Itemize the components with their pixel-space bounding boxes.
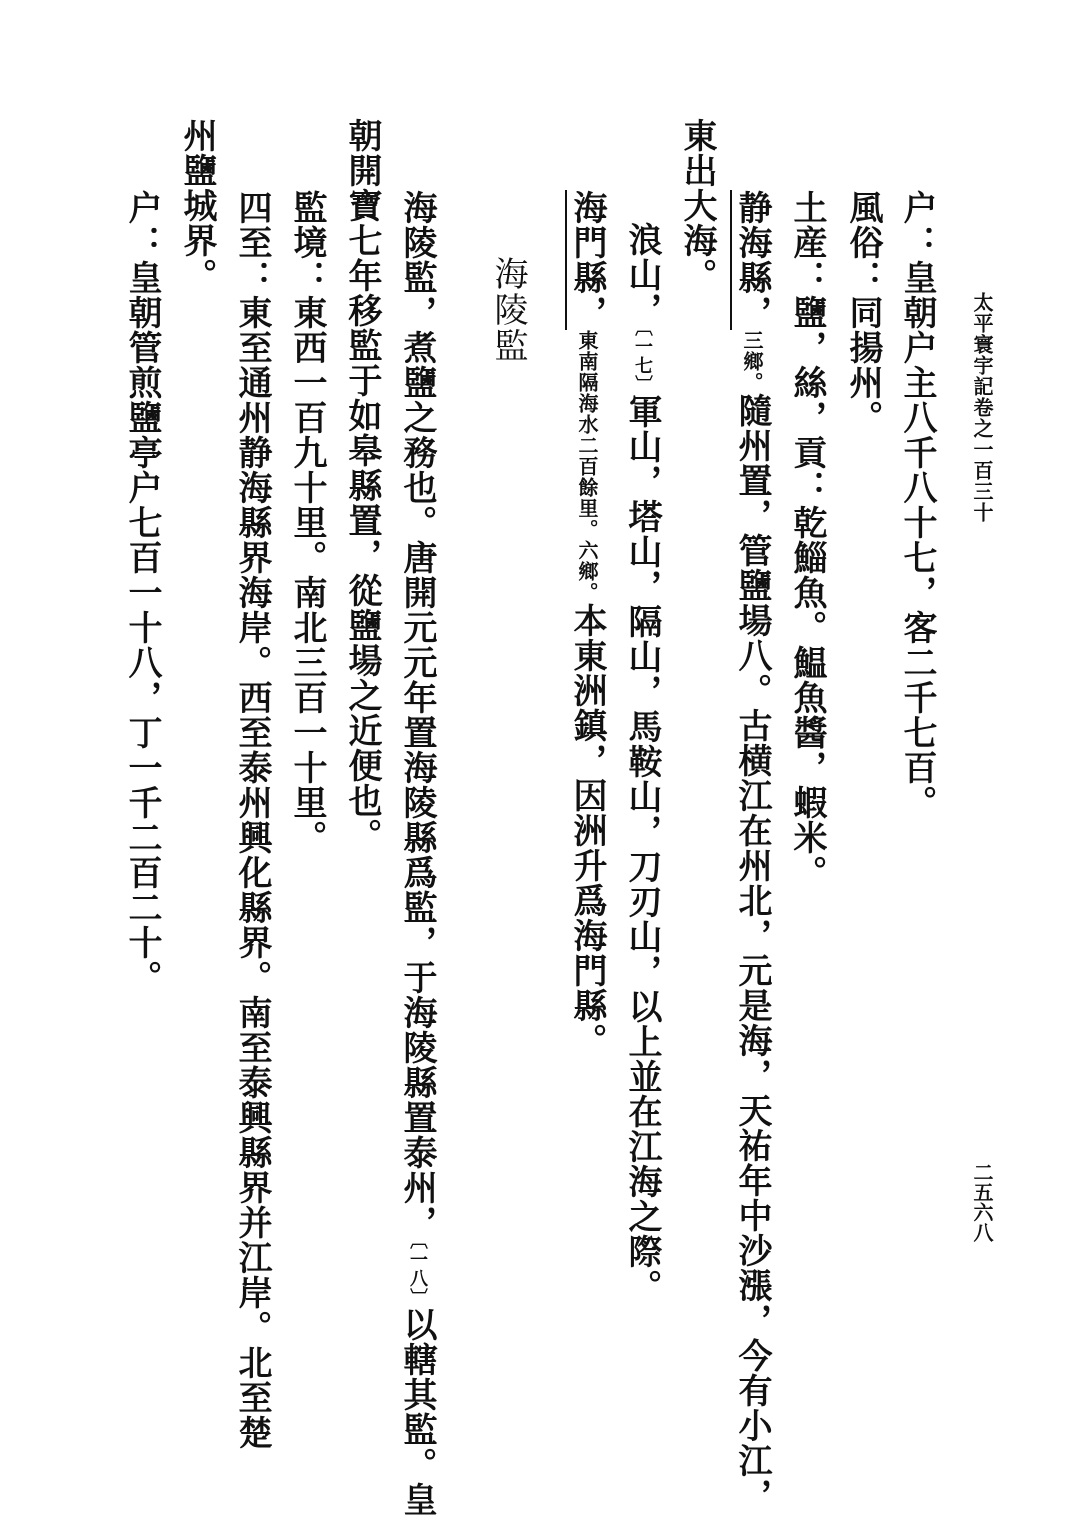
page-number: 二五六八 (970, 1162, 994, 1242)
text-column-hailing-supervisorate (397, 190, 437, 1517)
mountain-lang: 浪山， (622, 222, 662, 327)
text-column-four-limits: 四至：東至通州静海縣界海岸。西至泰州興化縣界。南至泰興縣界并江岸。北至楚 (232, 190, 272, 1450)
running-header-title: 太平寰宇記卷之一百三十 (970, 292, 994, 523)
text-column-mountains (622, 222, 662, 1304)
footnote-marker-18: 〔一八〕 (407, 1240, 428, 1307)
footnote-marker-17: 〔一七〕 (632, 327, 653, 394)
text-column-boundaries: 監境：東西一百九十里。南北三百一十里。 (287, 190, 327, 855)
text-column-haimen-county (567, 190, 607, 1058)
section-heading: 海陵監 (488, 256, 528, 364)
text-column-kaibao: 朝開寶七年移監于如皋縣置，從鹽場之近便也。 (342, 118, 382, 853)
haimen-note: 東南隔海水二百餘里。六鄉。 (575, 330, 599, 603)
text-column-jinghai-county (732, 190, 772, 1513)
text-column-chuzhou: 州鹽城界。 (177, 118, 217, 293)
text-column-east-sea: 東出大海。 (677, 118, 717, 293)
place-name-haimen: 海門縣， (567, 190, 607, 330)
place-name-jinghai: 静海縣， (732, 190, 772, 330)
text-column-households: 户：皇朝户主八千八十七，客二千七百。 (897, 190, 937, 820)
hailing-text-a: 海陵監，煮鹽之務也。唐開元元年置海陵縣爲監，于海陵縣置泰州， (397, 190, 437, 1240)
mountains-list: 軍山，塔山，隔山，馬鞍山，刀刃山，以上並在江海之際。 (622, 394, 662, 1304)
jinghai-text: 隨州置，管鹽場八。古横江在州北，元是海，天祐年中沙漲，今有小江， (732, 393, 772, 1513)
text-column-salt-households: 户：皇朝管煎鹽亭户七百一十八，丁一千二百二十。 (122, 190, 162, 995)
haimen-text: 本東洲鎮，因洲升爲海門縣。 (567, 603, 607, 1058)
hailing-text-b: 以轄其監。皇 (397, 1307, 437, 1517)
text-column-customs: 風俗：同揚州。 (843, 190, 883, 435)
jinghai-note: 三鄉。 (740, 330, 764, 393)
text-column-products: 土産：鹽，絲，貢：乾鯔魚。鰛魚醬，蝦米。 (787, 190, 827, 890)
